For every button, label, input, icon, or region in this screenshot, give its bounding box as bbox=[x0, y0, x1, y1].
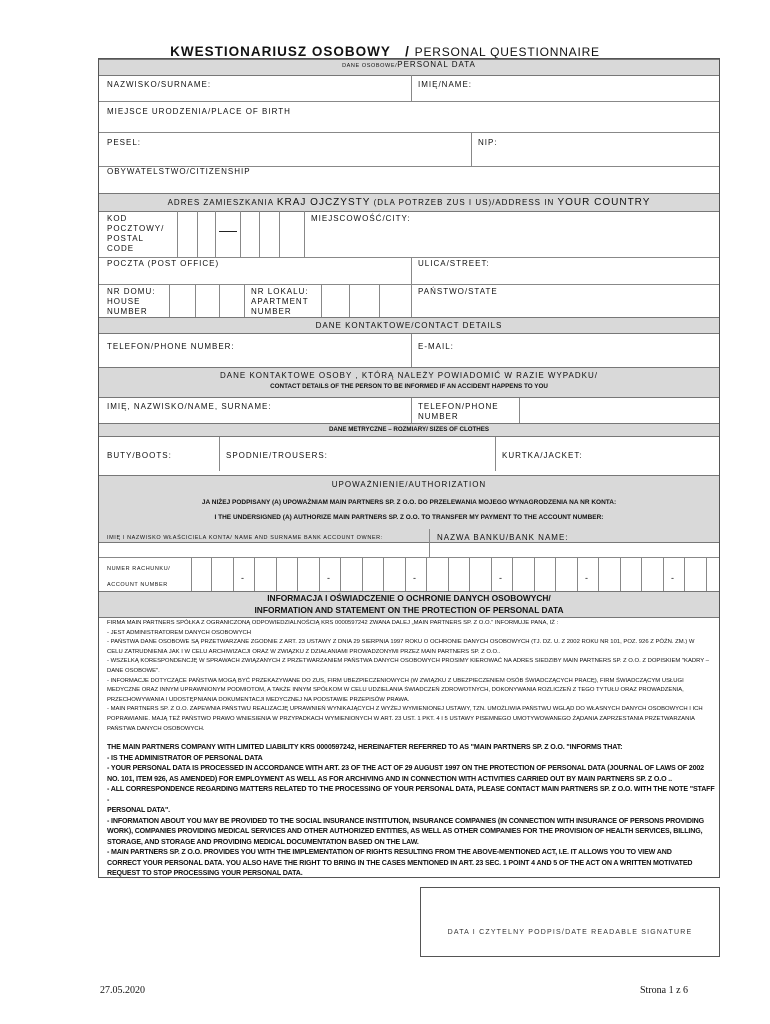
birthplace-label: MIEJSCE URODZENIA/PLACE OF BIRTH bbox=[107, 107, 291, 116]
account-box-edge bbox=[598, 557, 599, 591]
gdpr-polish-text bbox=[107, 619, 713, 734]
postal-box-edge bbox=[304, 211, 305, 257]
apartment-number-label-1: NR LOKALU: bbox=[251, 287, 309, 296]
apartment-number-label bbox=[251, 287, 309, 317]
gdpr-pl-line: - INFORMACJE DOTYCZĄCE PAŃSTWA MOGĄ BYĆ PRZEKAZYWANE DO ZUS, FIRM UBEZPIECZENIOWYCH (W ZWIĄZKU Z UBEZPIECZENIEM OSÓB ŚWIADCZĄCYCH PRACĘ), FIRM ŚWIADCZĄCYM USŁUGI bbox=[107, 677, 684, 684]
post-office-label: POCZTA (POST OFFICE) bbox=[107, 259, 220, 268]
surname-label: NAZWISKO/SURNAME: bbox=[107, 80, 212, 89]
section-data-protection bbox=[99, 591, 719, 618]
house-box-edge bbox=[195, 284, 196, 317]
questionnaire-form bbox=[98, 58, 720, 878]
account-box-edge bbox=[383, 557, 384, 591]
gdpr-en-line: PERSONAL DATA". bbox=[107, 806, 170, 814]
account-box-edge bbox=[555, 557, 556, 591]
account-box-edge bbox=[469, 557, 470, 591]
divider bbox=[411, 75, 412, 101]
postal-dash bbox=[219, 231, 237, 232]
gdpr-pl-line: MEDYCZNE ORAZ INNYM UPRAWNIONYM PODMIOTOM, A TAKŻE INNYM SPÓŁKOM W CELU UDZIELANIA ŚWIADCZEŃ ZDROWOTNYCH, DOKONYWANIA ROZLICZEŃ Z TEGO TYTUŁU ORAZ PROWADZENIA, bbox=[107, 687, 684, 694]
account-box-edge bbox=[684, 557, 685, 591]
boots-label: BUTY/BOOTS: bbox=[107, 451, 172, 460]
postal-code-label-3: POSTAL bbox=[107, 234, 144, 243]
contact-phone-label bbox=[418, 402, 499, 422]
account-separator: - bbox=[413, 573, 416, 583]
gdpr-pl-line: CELU ZATRUDNIENIA JAK I W CELU ARCHIWIZACJI ORAZ W ZWIĄZKU Z DZIAŁANIAMI PROWADZONYMI PRZEZ MAIN PARTNERS SP. Z O.O.. bbox=[107, 648, 501, 655]
gdpr-en-line: - YOUR PERSONAL DATA IS PROCESSED IN ACCORDANCE WITH ART. 23 OF THE ACT OF 29 AUGUST 1997 ON THE PROTECTION OF PERSONAL DATA (JOURNAL OF LAWS OF 2002 bbox=[107, 764, 704, 772]
gdpr-pl-line: - PAŃSTWA DANE OSOBOWE SĄ PRZETWARZANE ZGODNIE Z ART. 23 USTAWY Z DNIA 29 SIERPNIA 1997 ROKU O OCHRONIE DANYCH OSOBOWYCH (TJ. DZ. U. Z 2002 ROKU NR 101, POZ. 926 Z PÓŹN. ZM.) W bbox=[107, 639, 695, 646]
jacket-label: KURTKA/JACKET: bbox=[502, 451, 583, 460]
gdpr-english-text bbox=[107, 742, 715, 879]
account-number-label-1: NUMER RACHUNKU/ bbox=[107, 566, 171, 572]
gdpr-pl-line: - WSZELKĄ KORESPONDENCJĘ W SPRAWACH ZWIĄZANYCH Z PRZETWARZANIEM PAŃSTWA DANYCH OSOBOWYCH PROSIMY KIEROWAĆ NA ADRES SIEDZIBY MAIN PARTNERS SP. Z O.O. Z DOPISKIEM "KADRY – bbox=[107, 658, 710, 665]
postal-box-edge bbox=[197, 211, 198, 257]
postal-code-label-1: KOD bbox=[107, 214, 128, 223]
gdpr-pl-line: DANE OSOBOWE". bbox=[107, 667, 160, 674]
section-personal-pl: DANE OSOBOWE/ bbox=[342, 63, 398, 69]
account-owner-label: IMIĘ I NAZWISKO WŁAŚCICIELA KONTA/ NAME AND SURNAME BANK ACCOUNT OWNER: bbox=[107, 535, 383, 541]
address-band-text2: KRAJ OJCZYSTY bbox=[276, 197, 371, 208]
account-separator: - bbox=[585, 573, 588, 583]
trousers-label: SPODNIE/TROUSERS: bbox=[226, 451, 328, 460]
pesel-label: PESEL: bbox=[107, 138, 142, 147]
postal-box-edge bbox=[240, 211, 241, 257]
account-box-edge bbox=[319, 557, 320, 591]
contact-phone-label-2: NUMBER bbox=[418, 412, 459, 421]
postal-box-edge bbox=[259, 211, 260, 257]
account-box-edge bbox=[491, 557, 492, 591]
account-box-edge bbox=[362, 557, 363, 591]
postal-code-label bbox=[107, 214, 164, 254]
footer-page-number: Strona 1 z 6 bbox=[640, 985, 689, 996]
apt-box-edge bbox=[321, 284, 322, 317]
gdpr-en-line: NO. 101, ITEM 926, AS AMENDED) FOR EMPLOYMENT AS WELL AS FOR ARCHIVING AND IN CONNECTION WITH ACTIVITIES CARRIED OUT BY MAIN PARTNERS SP. Z O.O .. bbox=[107, 774, 672, 783]
account-box-edge bbox=[706, 557, 707, 591]
title-polish: KWESTIONARIUSZ OSOBOWY bbox=[170, 44, 391, 59]
house-number-label-1: NR DOMU: bbox=[107, 287, 156, 296]
house-box-edge bbox=[244, 284, 245, 317]
authorization-band-pl: JA NIŻEJ PODPISANY (A) UPOWAŻNIAM MAIN PARTNERS SP. Z O.O. DO PRZELEWANIA MOJEGO WYNAGRODZENIA NA NR KONTA: bbox=[201, 499, 617, 506]
gdpr-pl-line: FIRMA MAIN PARTNERS SPÓŁKA Z OGRANICZONĄ ODPOWIEDZIALNOŚCIĄ KRS 0000597242 ZWANA DALEJ „MAIN PARTNERS SP. Z O.O.” INFORMUJE PANA, IŻ : bbox=[107, 620, 559, 626]
divider bbox=[411, 257, 412, 284]
divider bbox=[99, 101, 719, 102]
divider bbox=[429, 529, 430, 557]
gdpr-en-line: - MAIN PARTNERS SP. Z O.O. PROVIDES YOU WITH THE IMPLEMENTATION OF RIGHTS RESULTING FROM THE ABOVE-MENTIONED ACT, I.E. IT ALLOWS YOU TO VIEW AND bbox=[107, 848, 672, 856]
account-number-label bbox=[107, 561, 170, 593]
title-english: PERSONAL QUESTIONNAIRE bbox=[414, 45, 600, 59]
email-label: E-MAIL: bbox=[418, 342, 454, 351]
account-box-edge bbox=[426, 557, 427, 591]
house-box-edge bbox=[219, 284, 220, 317]
apt-box-edge bbox=[379, 284, 380, 317]
name-label: IMIĘ/NAME: bbox=[418, 80, 473, 89]
divider bbox=[219, 437, 220, 471]
apt-box-edge bbox=[349, 284, 350, 317]
divider bbox=[519, 398, 520, 423]
gdpr-band-pl: INFORMACJA I OŚWIADCZENIE O OCHRONIE DANYCH OSOBOWYCH/ bbox=[267, 593, 551, 603]
account-box-edge bbox=[663, 557, 664, 591]
divider bbox=[471, 132, 472, 166]
contact-name-label: IMIĘ, NAZWISKO/NAME, SURNAME: bbox=[107, 402, 272, 411]
divider bbox=[99, 257, 719, 258]
account-box-edge bbox=[534, 557, 535, 591]
gdpr-pl-line: PRZECHOWYWANIA I UDOSTĘPNIANIA DOKUMENTACJI MEDYCZNEJ NA PODSTAWIE PRZEPISÓW PRAWA. bbox=[107, 696, 410, 703]
emergency-band-pl: DANE KONTAKTOWE OSOBY , KTÓRĄ NALEŻY POWIADOMIĆ W RAZIE WYPADKU/ bbox=[220, 371, 598, 380]
postal-code-label-4: CODE bbox=[107, 244, 135, 253]
address-band-text3: (DLA POTRZEB ZUS I US)/ADDRESS IN bbox=[370, 198, 558, 207]
house-number-label-3: NUMBER bbox=[107, 307, 148, 316]
divider bbox=[411, 284, 412, 317]
gdpr-en-line: - ALL CORRESPONDENCE REGARDING MATTERS RELATED TO THE PROCESSING OF YOUR PERSONAL DATA, PLEASE CONTACT MAIN PARTNERS SP. Z O.O. WITH THE NOTE "STAFF - bbox=[107, 785, 715, 804]
account-box-edge bbox=[276, 557, 277, 591]
page-title bbox=[0, 44, 770, 59]
gdpr-pl-line: - MAIN PARTNERS SP. Z O.O. ZAPEWNIA PAŃSTWU REALIZACJĘ UPRAWNIEŃ WYNIKAJĄCYCH Z WYŻEJ WYMIENIONEJ USTAWY, TZN. UMOŻLIWIA PAŃSTWU WGLĄD DO WŁASNYCH DANYCH OSOBOWYCH I ICH bbox=[107, 706, 703, 713]
divider bbox=[411, 398, 412, 423]
account-separator: - bbox=[327, 573, 330, 583]
street-label: ULICA/STREET: bbox=[418, 259, 490, 268]
account-separator: - bbox=[241, 573, 244, 583]
emergency-band-en: CONTACT DETAILS OF THE PERSON TO BE INFORMED IF AN ACCIDENT HAPPENS TO YOU bbox=[270, 383, 548, 390]
signature-box[interactable] bbox=[420, 887, 720, 957]
phone-label: TELEFON/PHONE NUMBER: bbox=[107, 342, 235, 351]
gdpr-pl-line: PAŃSTWA DANYCH OSOBOWYCH. bbox=[107, 725, 205, 732]
nip-label: NIP: bbox=[478, 138, 498, 147]
gdpr-en-line: - IS THE ADMINISTRATOR OF PERSONAL DATA bbox=[107, 753, 263, 762]
gdpr-en-line: WORK), COMPANIES PROVIDING MEDICAL SERVICES AND OTHER AUTHORIZED ENTITIES, AS WELL AS OTHER COMPANIES FOR THE PROVISION OF HEALTH SERVICES, BILLING, bbox=[107, 827, 703, 835]
bank-name-label: NAZWA BANKU/BANK NAME: bbox=[437, 533, 569, 542]
apartment-number-label-2: APARTMENT bbox=[251, 297, 309, 306]
house-number-label bbox=[107, 287, 155, 317]
account-box-edge bbox=[405, 557, 406, 591]
account-box-edge bbox=[577, 557, 578, 591]
signature-label: DATA I CZYTELNY PODPIS/DATE READABLE SIGNATURE bbox=[447, 929, 693, 936]
section-personal-en: PERSONAL DATA bbox=[397, 60, 476, 69]
divider bbox=[99, 284, 719, 285]
account-box-edge bbox=[448, 557, 449, 591]
house-box-edge bbox=[169, 284, 170, 317]
gdpr-en-line: CORRECT YOUR PERSONAL DATA. YOU ALSO HAVE THE RIGHT TO BRING IN THE CASES MENTIONED IN ART. 23 SEC. 1 POINT 4 AND 5 OF THE ACT ON A WRITTEN MOTIVATED bbox=[107, 858, 693, 867]
postal-box-edge bbox=[177, 211, 178, 257]
account-box-edge bbox=[191, 557, 192, 591]
section-sizes: DANE METRYCZNE – ROZMIARY/ SIZES OF CLOTHES bbox=[99, 423, 719, 437]
divider bbox=[99, 132, 719, 133]
footer-date: 27.05.2020 bbox=[100, 985, 145, 996]
apartment-number-label-3: NUMBER bbox=[251, 307, 292, 316]
account-number-label-2: ACCOUNT NUMBER bbox=[107, 582, 168, 588]
account-box-edge bbox=[512, 557, 513, 591]
gdpr-en-line: THE MAIN PARTNERS COMPANY WITH LIMITED LIABILITY KRS 0000597242, HEREINAFTER REFERRED TO AS "MAIN PARTNERS SP. Z O.O. "INFORMS THAT: bbox=[107, 743, 623, 751]
contact-phone-label-1: TELEFON/PHONE bbox=[418, 402, 499, 411]
account-box-edge bbox=[340, 557, 341, 591]
divider bbox=[495, 437, 496, 471]
account-separator: - bbox=[499, 573, 502, 583]
gdpr-band-en: INFORMATION AND STATEMENT ON THE PROTECTION OF PERSONAL DATA bbox=[254, 604, 564, 615]
gdpr-en-line: - INFORMATION ABOUT YOU MAY BE PROVIDED TO THE SOCIAL INSURANCE INSTITUTION, INSURANCE COMPANIES (IN CONNECTION WITH INSURANCE OF PERSONS PROVIDING bbox=[107, 816, 704, 825]
account-box-edge bbox=[211, 557, 212, 591]
authorization-band-title: UPOWAŻNIENIE/AUTHORIZATION bbox=[331, 480, 487, 489]
postal-box-edge bbox=[215, 211, 216, 257]
title-separator: / bbox=[405, 44, 410, 59]
gdpr-pl-line: - JEST ADMINISTRATOREM DANYCH OSOBOWYCH bbox=[107, 629, 252, 636]
account-box-edge bbox=[620, 557, 621, 591]
divider bbox=[411, 334, 412, 368]
postal-box-edge bbox=[279, 211, 280, 257]
address-band-text1: ADRES ZAMIESZKANIA bbox=[167, 198, 277, 207]
city-label: MIEJSCOWOŚĆ/CITY: bbox=[311, 214, 411, 223]
gdpr-en-line: STORAGE, AND STORAGE AND PROVIDING MEDICAL DOCUMENTATION BASED ON THE LAW. bbox=[107, 837, 419, 846]
section-address bbox=[99, 193, 719, 212]
gdpr-pl-line: POPRAWIANIE. MAJĄ TEŻ PAŃSTWO PRAWO WNIESIENIA W PRZYPADKACH WYMIENIONYCH W ART. 23 UST. 1 PKT. 4 I 5 USTAWY PISEMNEGO UMOTYWOWANEGO ŻĄDANIA ZAPRZESTANIA PRZETWARZANIA bbox=[107, 715, 695, 722]
divider bbox=[99, 557, 719, 558]
address-band-text4: YOUR COUNTRY bbox=[557, 197, 651, 208]
state-label: PAŃSTWO/STATE bbox=[418, 287, 498, 296]
account-separator: - bbox=[671, 573, 674, 583]
house-number-label-2: HOUSE bbox=[107, 297, 141, 306]
section-contact: DANE KONTAKTOWE/CONTACT DETAILS bbox=[99, 317, 719, 334]
account-box-edge bbox=[297, 557, 298, 591]
section-personal-data bbox=[99, 59, 719, 76]
section-emergency-contact bbox=[99, 367, 719, 398]
citizenship-label: OBYWATELSTWO/CITIZENSHIP bbox=[107, 167, 251, 176]
postal-code-label-2: POCZTOWY/ bbox=[107, 224, 165, 233]
account-box-edge bbox=[254, 557, 255, 591]
authorization-band-en: I THE UNDERSIGNED (A) AUTHORIZE MAIN PARTNERS SP. Z O.O. TO TRANSFER MY PAYMENT TO THE ACCOUNT NUMBER: bbox=[214, 514, 604, 521]
account-box-edge bbox=[233, 557, 234, 591]
gdpr-en-line: REQUEST TO STOP PROCESSING YOUR PERSONAL DATA. bbox=[107, 869, 303, 877]
account-box-edge bbox=[641, 557, 642, 591]
